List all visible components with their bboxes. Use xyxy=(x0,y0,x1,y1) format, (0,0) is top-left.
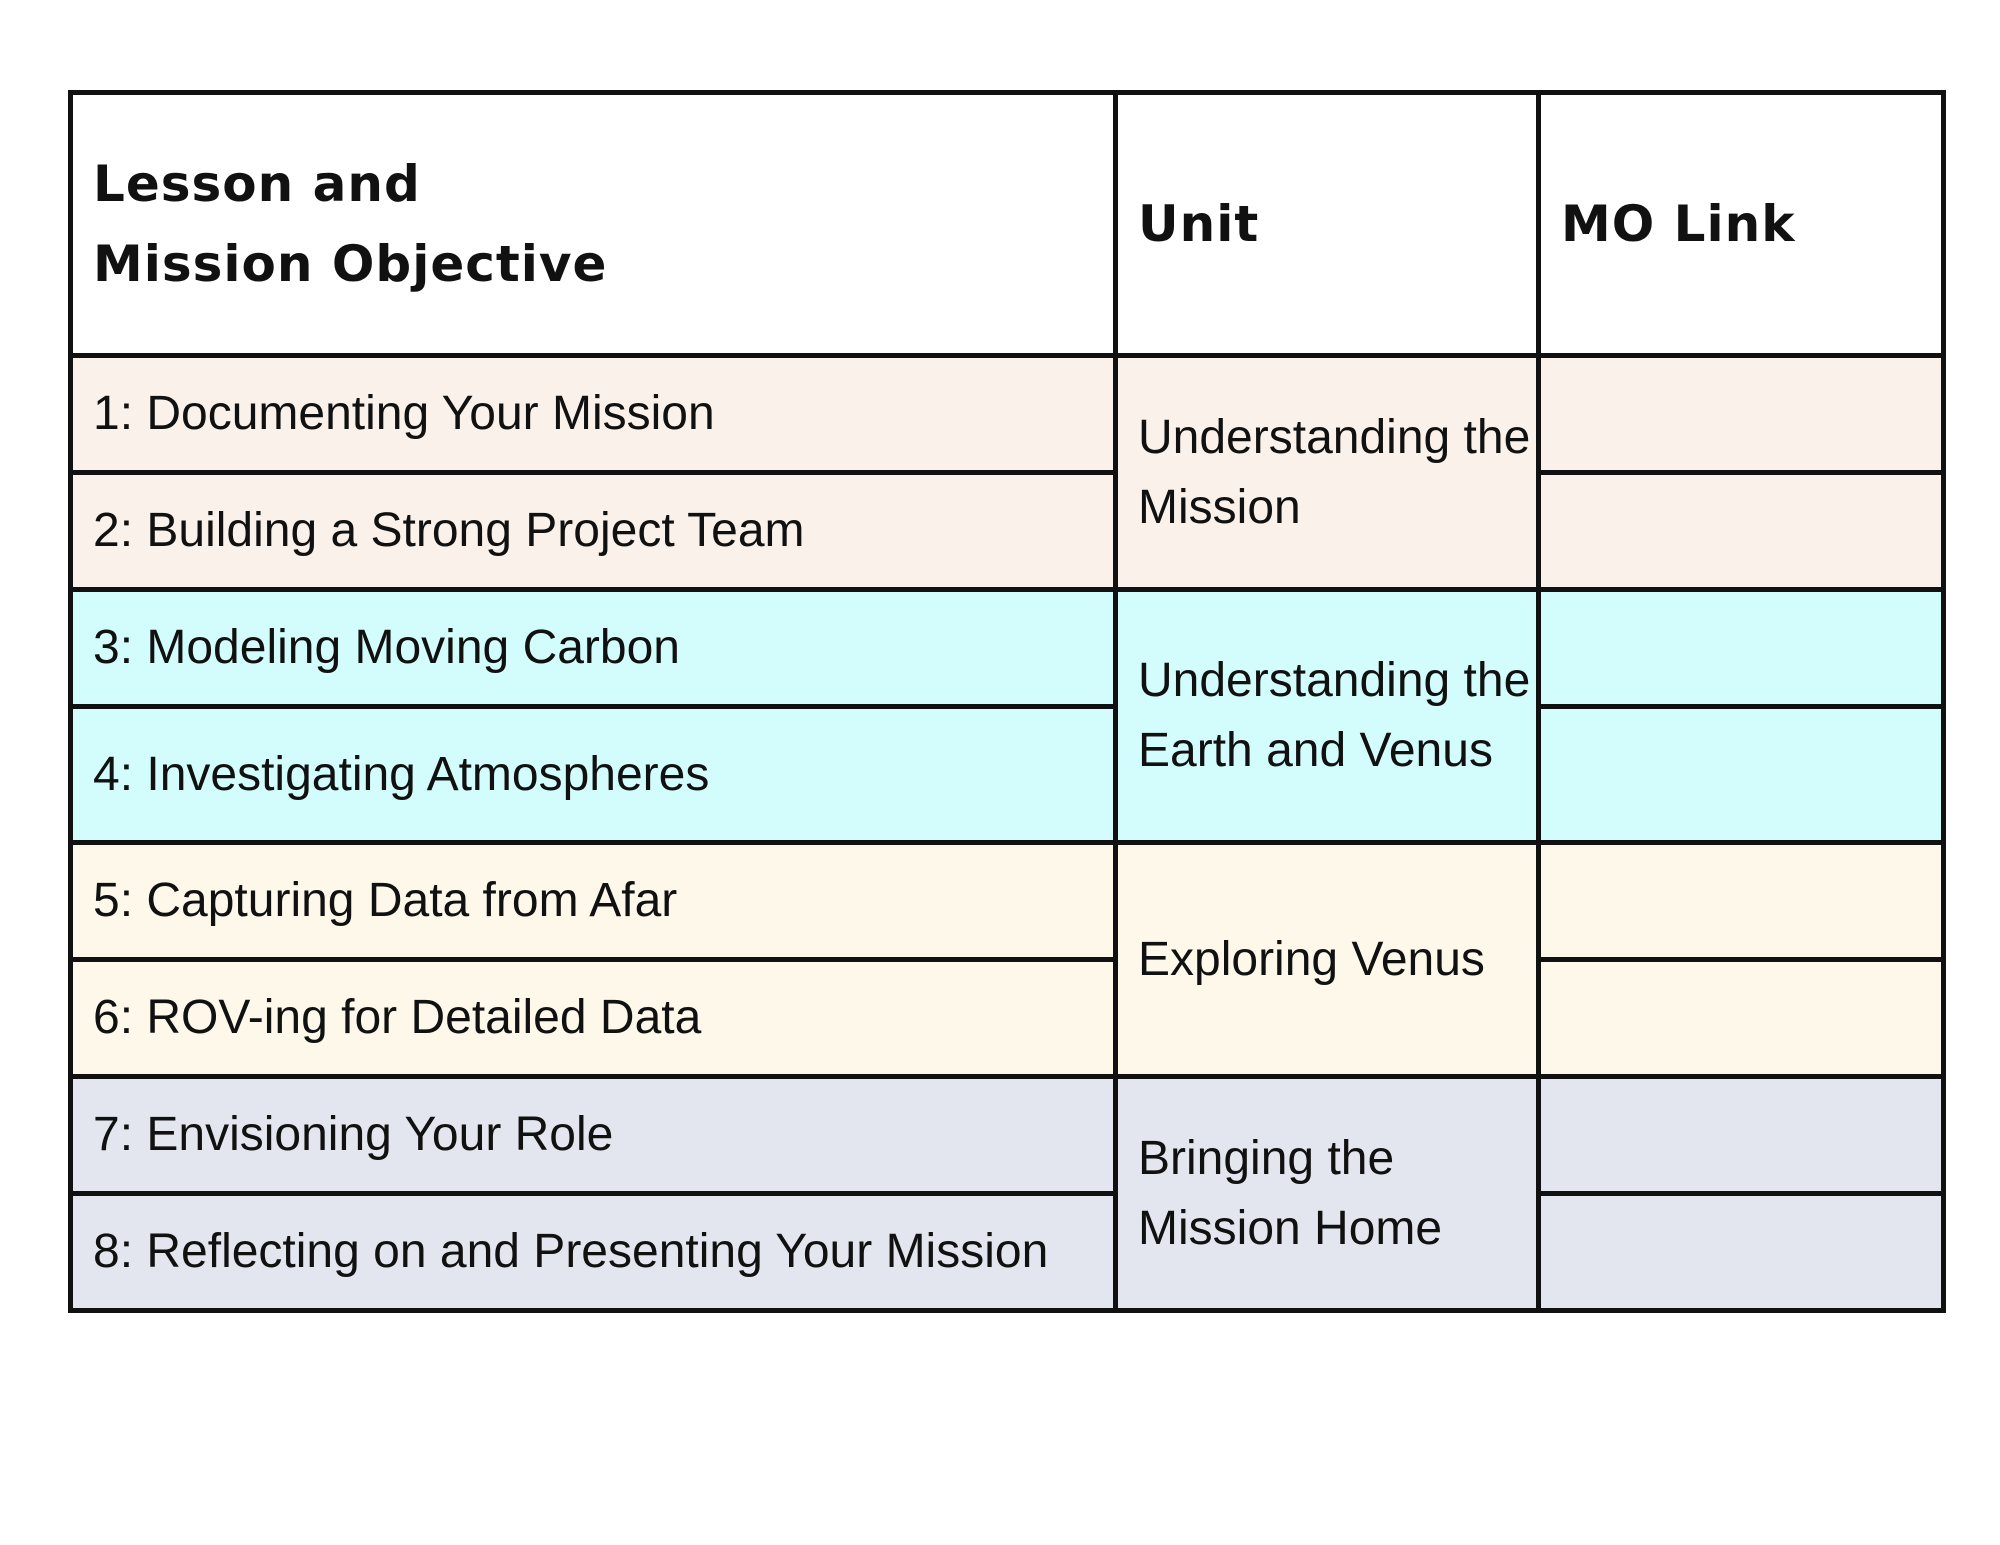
mo-link-cell[interactable] xyxy=(1539,473,1944,590)
lesson-cell: 4: Investigating Atmospheres xyxy=(71,707,1116,843)
header-lesson-objective xyxy=(71,93,1116,356)
unit-cell: Exploring Venus xyxy=(1116,843,1539,1077)
header-unit: Unit xyxy=(1116,93,1539,356)
table-row xyxy=(71,843,1944,960)
header-row xyxy=(71,93,1944,356)
mo-link-cell[interactable] xyxy=(1539,960,1944,1077)
header-lesson-line-1: Lesson and xyxy=(93,155,421,213)
lesson-cell: 7: Envisioning Your Role xyxy=(71,1077,1116,1194)
mo-link-cell[interactable] xyxy=(1539,707,1944,843)
mo-link-cell[interactable] xyxy=(1539,843,1944,960)
lesson-cell: 3: Modeling Moving Carbon xyxy=(71,590,1116,707)
table-row xyxy=(71,1077,1944,1194)
lesson-cell: 2: Building a Strong Project Team xyxy=(71,473,1116,590)
table-row xyxy=(71,707,1944,843)
table-row xyxy=(71,473,1944,590)
table-row xyxy=(71,356,1944,473)
table-row xyxy=(71,960,1944,1077)
lesson-cell: 1: Documenting Your Mission xyxy=(71,356,1116,473)
header-mo-link: MO Link xyxy=(1539,93,1944,356)
table-row xyxy=(71,1194,1944,1311)
table-header xyxy=(71,93,1944,356)
lesson-cell: 6: ROV-ing for Detailed Data xyxy=(71,960,1116,1077)
mo-link-cell[interactable] xyxy=(1539,590,1944,707)
lesson-cell: 5: Capturing Data from Afar xyxy=(71,843,1116,960)
mo-link-cell[interactable] xyxy=(1539,1194,1944,1311)
table-row xyxy=(71,590,1944,707)
header-lesson-line-2: Mission Objective xyxy=(93,235,608,293)
mo-link-cell[interactable] xyxy=(1539,1077,1944,1194)
unit-cell: Bringing the Mission Home xyxy=(1116,1077,1539,1311)
mission-objectives-table xyxy=(68,90,1946,1313)
lesson-cell: 8: Reflecting on and Presenting Your Mission xyxy=(71,1194,1116,1311)
unit-cell: Understanding the Earth and Venus xyxy=(1116,590,1539,843)
table-body xyxy=(71,356,1944,1311)
mo-link-cell[interactable] xyxy=(1539,356,1944,473)
unit-cell: Understanding the Mission xyxy=(1116,356,1539,590)
